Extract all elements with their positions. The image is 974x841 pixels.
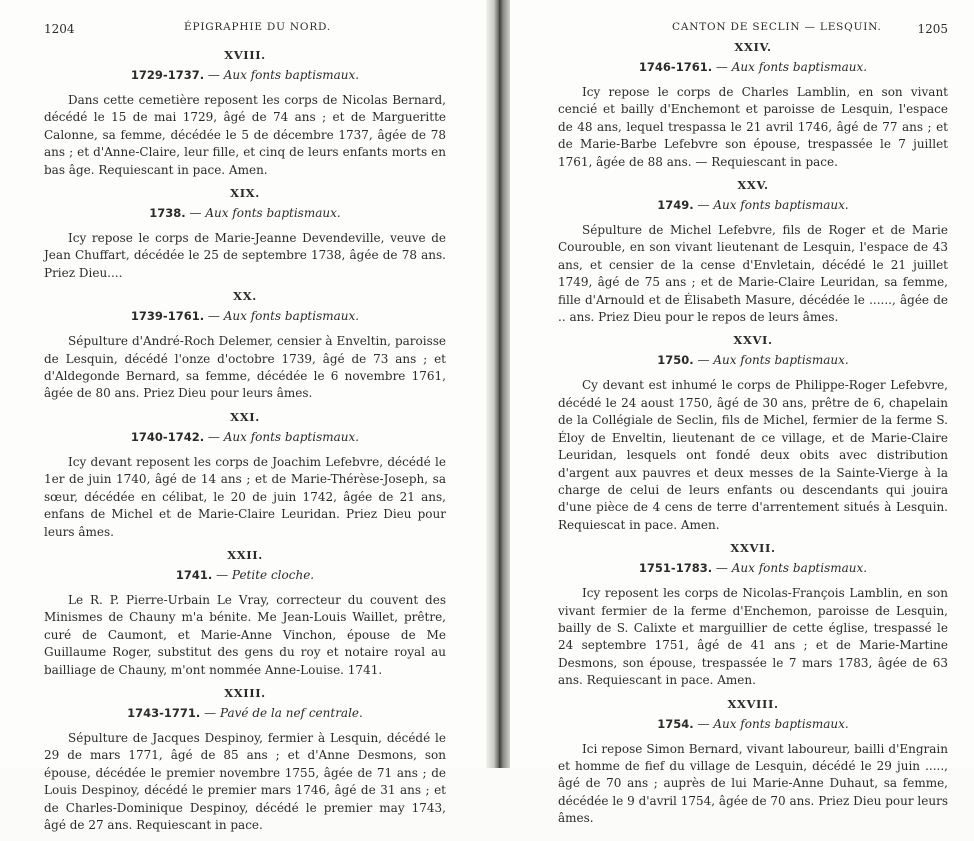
inscription-heading	[44, 206, 446, 220]
inscription-number: XXIV.	[734, 40, 772, 54]
inscription-text: Le R. P. Pierre-Urbain Le Vray, correcteur du couvent des Minismes de Chauny m'a bénite. Me Jean-Louis Waillet, prêtre, curé de Caumont, et Marie-Anne Vinchon, épouse de Me Guillaume Roger, substitut des gens du roy et notaire royal au bailliage de Chauny, m'ont nommée Anne-Louise. 1741.	[44, 592, 446, 677]
inscription-years: 1738.	[149, 206, 186, 221]
inscription-entry	[558, 333, 948, 534]
inscription-entry	[558, 178, 948, 326]
inscription-number: XXI.	[230, 409, 260, 424]
inscription-location: — Aux fonts baptismaux.	[697, 353, 849, 368]
inscription-location: — Aux fonts baptismaux.	[697, 716, 849, 731]
inscription-text: Icy reposent les corps de Nicolas-François Lamblin, en son vivant fermier de la ferme d'Enchemon, paroisse de Lesquin, bailly de S. Calixte et marguillier de cette église, trespassé le 24 septembre 1751, âgé de 41 ans ; et de Marie-Martine Desmons, son épouse, trespassée le 7 mars 1783, âgée de 63 ans. Requiescant in pace. Amen.	[558, 586, 948, 688]
inscription-location: — Petite cloche.	[216, 567, 315, 582]
inscription-number: XVIII.	[224, 48, 266, 62]
inscription-number: XXV.	[737, 178, 769, 193]
page-number: 1204	[44, 22, 75, 36]
inscription-entry	[558, 40, 948, 171]
inscription-heading	[558, 60, 948, 74]
inscription-heading	[558, 198, 948, 212]
inscription-entry	[44, 186, 446, 282]
inscription-text: Sépulture d'André-Roch Delemer, censier à Enveltin, paroisse de Lesquin, décédé l'onze d'octobre 1739, âgé de 73 ans ; et d'Aldegonde Bernard, sa femme, décédée le 6 novembre 1761, âgée de 80 ans. Priez Dieu pour leurs âmes.	[44, 334, 446, 401]
inscription-number: XXVIII.	[727, 696, 779, 711]
right-page-body	[510, 40, 974, 835]
inscription-years: 1743-1771.	[127, 705, 201, 720]
inscription-text: Icy devant reposent les corps de Joachim Lefebvre, décédé le 1er de juin 1740, âgé de 14 ans ; et de Marie-Thérèse-Joseph, sa sœur, décédée en célibat, le 20 de juin 1742, âgée de 21 ans, enfans de Michel et de Marie-Claire Leuridan. Priez Dieu pour leurs âmes.	[44, 454, 446, 539]
inscription-years: 1741.	[175, 567, 213, 582]
inscription-location: — Aux fonts baptismaux.	[189, 206, 341, 221]
inscription-entry	[44, 410, 446, 541]
inscription-heading	[44, 309, 446, 323]
inscription-location: — Pavé de la nef centrale.	[204, 705, 363, 720]
page-number: 1205	[917, 22, 948, 36]
inscription-location: — Aux fonts baptismaux.	[715, 60, 868, 74]
inscription-text: Icy repose le corps de Marie-Jeanne Devendeville, veuve de Jean Chuffart, décédée le 25 de septembre 1738, âgée de 78 ans. Priez Dieu....	[44, 231, 446, 280]
inscription-number: XXVII.	[730, 541, 776, 556]
inscription-location: — Aux fonts baptismaux.	[207, 68, 360, 82]
inscription-text: Icy repose le corps de Charles Lamblin, en son vivant cencié et bailly d'Enchemont et paroisse de Lesquin, l'espace de 48 ans, lequel trespassa le 21 avril 1746, âgé de 77 ans ; et de Marie-Barbe Lefebvre son épouse, trespassée le 7 juillet 1761, âgée de 88 ans. — Requiescant in pace.	[558, 85, 948, 169]
left-running-head	[0, 18, 488, 34]
inscription-years: 1746-1761.	[638, 60, 713, 74]
inscription-heading	[44, 68, 446, 82]
inscription-entry	[44, 289, 446, 403]
inscription-heading	[44, 430, 446, 444]
inscription-text: Ici repose Simon Bernard, vivant laboureur, bailli d'Engrain et homme de fief du village de Lesquin, décédé le 29 juin ....., âgé de 70 ans ; auprès de lui Marie-Anne Duhaut, sa femme, décédée le 9 d'avril 1754, âgée de 70 ans. Priez Dieu pour leurs âmes.	[558, 741, 948, 826]
running-title: CANTON DE SECLIN — LESQUIN.	[672, 21, 882, 33]
running-title: ÉPIGRAPHIE DU NORD.	[184, 21, 332, 33]
inscription-years: 1749.	[657, 198, 694, 213]
left-page	[0, 0, 488, 832]
inscription-heading	[44, 568, 446, 582]
inscription-location: — Aux fonts baptismaux.	[207, 429, 360, 444]
right-page	[510, 0, 974, 826]
inscription-number: XXIII.	[224, 685, 266, 700]
inscription-heading	[558, 717, 948, 731]
inscription-location: — Aux fonts baptismaux.	[697, 198, 849, 213]
inscription-heading	[558, 561, 948, 575]
inscription-years: 1750.	[657, 353, 694, 368]
inscription-years: 1751-1783.	[638, 561, 713, 576]
inscription-entry	[558, 541, 948, 689]
inscription-text: Cy devant est inhumé le corps de Philippe-Roger Lefebvre, décédé le 24 aoust 1750, âgé de 30 ans, prêtre de 6, chapelain de la Collégiale de Seclin, fils de Michel, fermier de la ferme S. Éloy de Enveltin, lieutenant de ce village, et de Marie-Claire Leuridan, lesquels ont fondé deux obits avec distribution d'argent aux pauvres et deux messes de la Sainte-Vierge à la charge de celui de leurs enfants ou descendants qui jouira d'une pièce de 4 cens de terre d'arrentement situés à Lesquin. Requiescat in pace. Amen.	[558, 378, 948, 532]
inscription-number: XIX.	[230, 186, 260, 201]
inscription-number: XXVI.	[733, 333, 773, 348]
inscription-entry	[558, 697, 948, 828]
inscription-text: Sépulture de Jacques Despinoy, fermier à Lesquin, décédé le 29 de mars 1771, âgé de 85 ans ; et d'Anne Desmons, son épouse, décédée le premier novembre 1755, âgée de 71 ans ; de Louis Despinoy, décédé le premier mars 1746, âgé de 31 ans ; et de Charles-Dominique Despinoy, décédé le premier may 1743, âgé de 27 ans. Requiescant in pace.	[44, 730, 446, 832]
inscription-years: 1739-1761.	[130, 309, 205, 324]
inscription-number: XXII.	[227, 547, 263, 562]
inscription-entry	[44, 48, 446, 179]
left-page-body	[0, 48, 488, 841]
inscription-location: — Aux fonts baptismaux.	[715, 561, 868, 576]
inscription-heading	[44, 706, 446, 720]
inscription-text: Sépulture de Michel Lefebvre, fils de Roger et de Marie Courouble, en son vivant lieutenant de Lesquin, l'espace de 43 ans, et censier de la cense d'Envletain, décédé le 21 juillet 1749, âgé de 75 ans ; et de Marie-Claire Leuridan, sa femme, fille d'Arnould et de Élisabeth Masure, décédée le ......, âgée de .. ans. Priez Dieu pour le repos de leurs âmes.	[558, 223, 948, 325]
inscription-years: 1729-1737.	[130, 68, 205, 82]
inscription-entry	[44, 548, 446, 679]
inscription-number: XX.	[233, 289, 257, 304]
inscription-entry	[44, 686, 446, 834]
inscription-years: 1754.	[657, 716, 694, 731]
book-gutter	[486, 0, 512, 768]
inscription-location: — Aux fonts baptismaux.	[207, 309, 360, 324]
inscription-text: Dans cette cemetière reposent les corps de Nicolas Bernard, décédé le 15 de mai 1729, âgé de 74 ans ; et de Margueritte Calonne, sa femme, décédée le 5 de décembre 1737, âgée de 78 ans ; et d'Anne-Claire, leur fille, et cinq de leurs enfants morts en bas âge. Requiescant in pace. Amen.	[44, 93, 446, 177]
inscription-heading	[558, 353, 948, 367]
inscription-years: 1740-1742.	[130, 429, 205, 444]
right-running-head	[510, 18, 974, 34]
